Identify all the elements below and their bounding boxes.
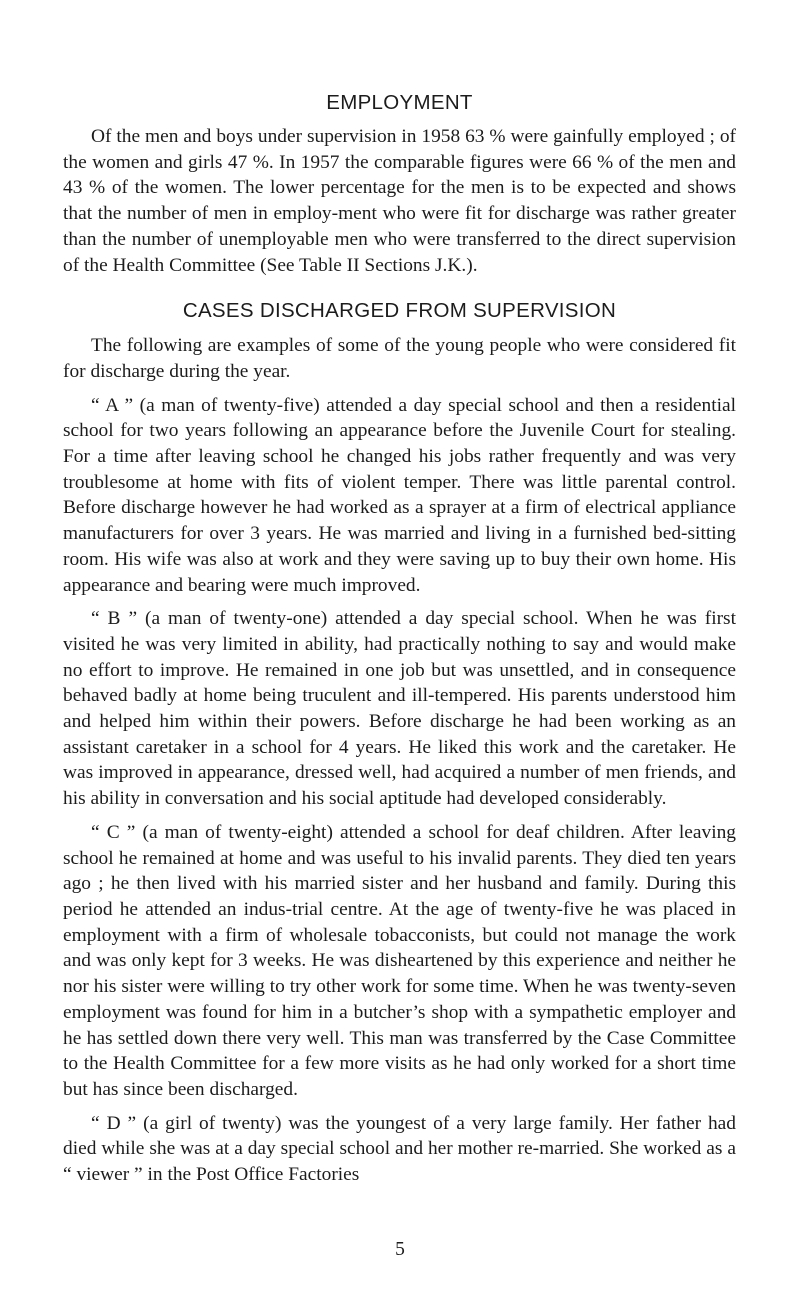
paragraph-employment: Of the men and boys under supervision in 1958 63 % were gainfully employed ; of the women and girls 47 %. In 1957 the comparable figures were 66 % of the men and 43 % of the women. The lower percentage for the men is to be expected and shows that the number of men in employ-ment who were fit for discharge was rather greater than the number of unemployable men who were transferred to the direct supervision of the Health Committee (See Table II Sections J.K.). [63, 126, 736, 276]
page-number: 5 [395, 1239, 405, 1260]
section-heading-employment: EMPLOYMENT [326, 91, 473, 114]
paragraph-case-a: “ A ” (a man of twenty-five) attended a day special school and then a residential school for two years following an appearance before the Juvenile Court for stealing. For a time after leaving school he changed his jobs rather frequently and was very troublesome at home with fits of violent temper. There was little parental control. Before discharge however he had worked as a sprayer at a firm of electrical appliance manufacturers for over 3 years. He was married and living in a furnished bed-sitting room. His wife was also at work and they were saving up to buy their own home. His appearance and bearing were much improved. [63, 394, 736, 596]
paragraph-intro: The following are examples of some of the young people who were considered fit for discharge during the year. [63, 335, 736, 382]
paragraph-case-b: “ B ” (a man of twenty-one) attended a day special school. When he was first visited he was very limited in ability, had practically nothing to say and would make no effort to improve. He remained in one job but was unsettled, and in consequence behaved badly at home being truculent and ill-tempered. His parents understood him and helped him within their powers. Before discharge he had been working as an assistant caretaker in a school for 4 years. He liked this work and the caretaker. He was improved in appearance, dressed well, had acquired a number of men friends, and his ability in conversation and his social aptitude had developed considerably. [63, 608, 736, 810]
paragraph-case-c: “ C ” (a man of twenty-eight) attended a school for deaf children. After leaving school he remained at home and was useful to his invalid parents. They died ten years ago ; he then lived with his married sister and her husband and family. During this period he attended an indus-trial centre. At the age of twenty-five he was placed in employment with a firm of wholesale tobacconists, but could not manage the work and was only kept for 3 weeks. He was disheartened by this experience and neither he nor his sister were willing to try other work for some time. When he was twenty-seven employment was found for him in a butcher’s shop with a sympathetic employer and he has settled down there very well. This man was transferred by the Case Committee to the Health Committee for a few more visits as he had only worked for a short time but has since been discharged. [63, 821, 736, 1100]
section-heading-cases-discharged: CASES DISCHARGED FROM SUPERVISION [182, 299, 617, 323]
paragraph-case-d: “ D ” (a girl of twenty) was the youngest of a very large family. Her father had died while she was at a day special school and her mother re-married. She worked as a “ viewer ” in the Post Office Factories [63, 1112, 736, 1186]
document-page [63, 88, 736, 1188]
